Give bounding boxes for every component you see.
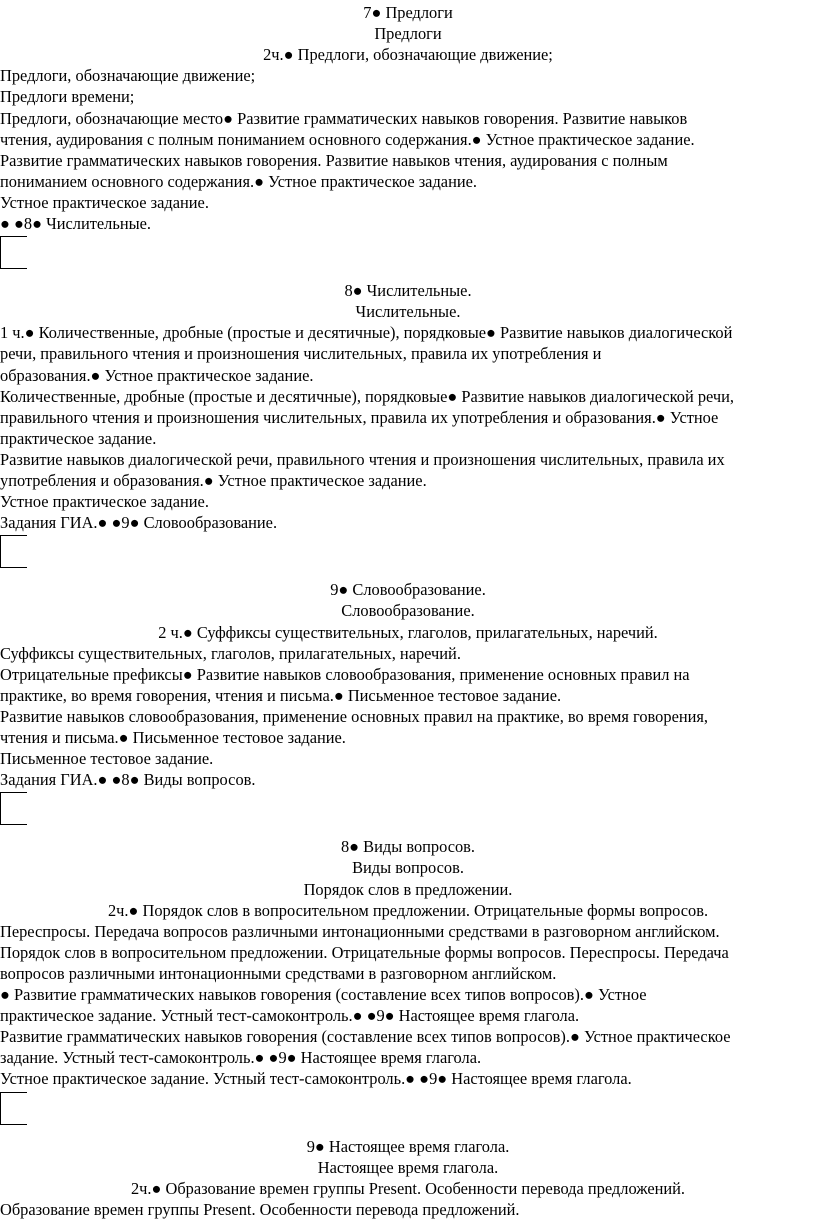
section-marker-bracket <box>0 792 27 825</box>
text-line: задание. Устный тест-самоконтроль.● ●9● Настоящее время глагола. <box>0 1048 482 1068</box>
text-line: Словообразование. <box>341 601 475 621</box>
text-line: 2ч.● Порядок слов в вопросительном предложении. Отрицательные формы вопросов. <box>107 900 709 920</box>
text-line: ● Развитие грамматических навыков говорения (составление всех типов вопросов).● Устное <box>0 985 647 1004</box>
text-line: Предлоги, обозначающие движение; <box>0 66 256 86</box>
text-line: практическое задание. <box>0 428 157 448</box>
text-line: 2ч.● Образование времен группы Present. Особенности перевода предложений. <box>130 1178 686 1198</box>
text-line: Виды вопросов. <box>352 858 464 878</box>
text-line: Суффиксы существительных, глаголов, прилагательных, наречий. <box>0 643 461 663</box>
text-line: Отрицательные префиксы● Развитие навыков словообразования, применение основных правил на <box>0 664 690 684</box>
text-line: 7● Предлоги <box>363 3 453 22</box>
text-line: Устное практическое задание. <box>0 492 209 512</box>
text-line: чтения, аудирования с полным пониманием основного содержания.● Устное практическое задание. <box>0 129 695 149</box>
text-line: Предлоги времени; <box>0 87 135 107</box>
text-line: ● ●8● Числительные. <box>0 214 151 233</box>
text-line: Числительные. <box>355 302 461 322</box>
text-line: 2ч.● Предлоги, обозначающие движение; <box>263 45 553 65</box>
text-line: Устное практическое задание. <box>0 192 209 212</box>
section-marker-bracket <box>0 1092 27 1125</box>
text-line: Настоящее время глагола. <box>317 1157 499 1177</box>
text-line: употребления и образования.● Устное практическое задание. <box>0 471 427 490</box>
text-line: 9● Настоящее время глагола. <box>306 1136 510 1156</box>
text-line: Переспросы. Передача вопросов различными интонационными средствами в разговорном английском. <box>0 921 720 941</box>
text-line: пониманием основного содержания.● Устное практическое задание. <box>0 171 477 191</box>
text-line: Задания ГИА.● ●8● Виды вопросов. <box>0 770 256 790</box>
text-line: Порядок слов в вопросительном предложении. Отрицательные формы вопросов. Переспросы. Передача <box>0 942 729 962</box>
text-line: правильного чтения и произношения числительных, правила их употребления и образования.● Устное <box>0 407 719 427</box>
section-marker-bracket <box>0 236 27 269</box>
text-line: чтения и письма.● Письменное тестовое задание. <box>0 728 346 747</box>
text-line: 2 ч.● Суффиксы существительных, глаголов, прилагательных, наречий. <box>158 622 658 642</box>
text-line: Образование времен группы Present. Особенности перевода предложений. <box>0 1199 520 1219</box>
text-line: Развитие грамматических навыков говорения (составление всех типов вопросов).● Устное практическое <box>0 1027 731 1047</box>
text-line: 8● Виды вопросов. <box>340 837 476 857</box>
text-line: практике, во время говорения, чтения и письма.● Письменное тестовое задание. <box>0 685 562 705</box>
text-line: Развитие навыков диалогической речи, правильного чтения и произношения числительных, правила их <box>0 449 725 469</box>
text-line: Развитие грамматических навыков говорения. Развитие навыков чтения, аудирования с полным <box>0 150 668 170</box>
section-marker-bracket <box>0 535 27 568</box>
text-line: Предлоги <box>374 24 442 44</box>
text-line: 8● Числительные. <box>344 281 472 301</box>
text-line: 9● Словообразование. <box>330 580 486 600</box>
text-line: Письменное тестовое задание. <box>0 749 214 769</box>
text-line: вопросов различными интонационными средствами в разговорном английском. <box>0 963 557 983</box>
text-line: Количественные, дробные (простые и десятичные), порядковые● Развитие навыков диалогической речи, <box>0 386 735 406</box>
text-line: Задания ГИА.● ●9● Словообразование. <box>0 513 278 533</box>
text-line: Устное практическое задание. Устный тест-самоконтроль.● ●9● Настоящее время глагола. <box>0 1069 632 1089</box>
text-line: речи, правильного чтения и произношения числительных, правила их употребления и <box>0 344 602 364</box>
text-line: образования.● Устное практическое задание. <box>0 365 314 385</box>
text-line: Развитие навыков словообразования, применение основных правил на практике, во время говорения, <box>0 706 709 726</box>
text-line: 1 ч.● Количественные, дробные (простые и десятичные), порядковые● Развитие навыков диалогической <box>0 323 733 343</box>
text-line: практическое задание. Устный тест-самоконтроль.● ●9● Настоящее время глагола. <box>0 1006 580 1026</box>
text-line: Порядок слов в предложении. <box>303 879 513 899</box>
text-line: Предлоги, обозначающие место● Развитие грамматических навыков говорения. Развитие навыков <box>0 108 688 128</box>
